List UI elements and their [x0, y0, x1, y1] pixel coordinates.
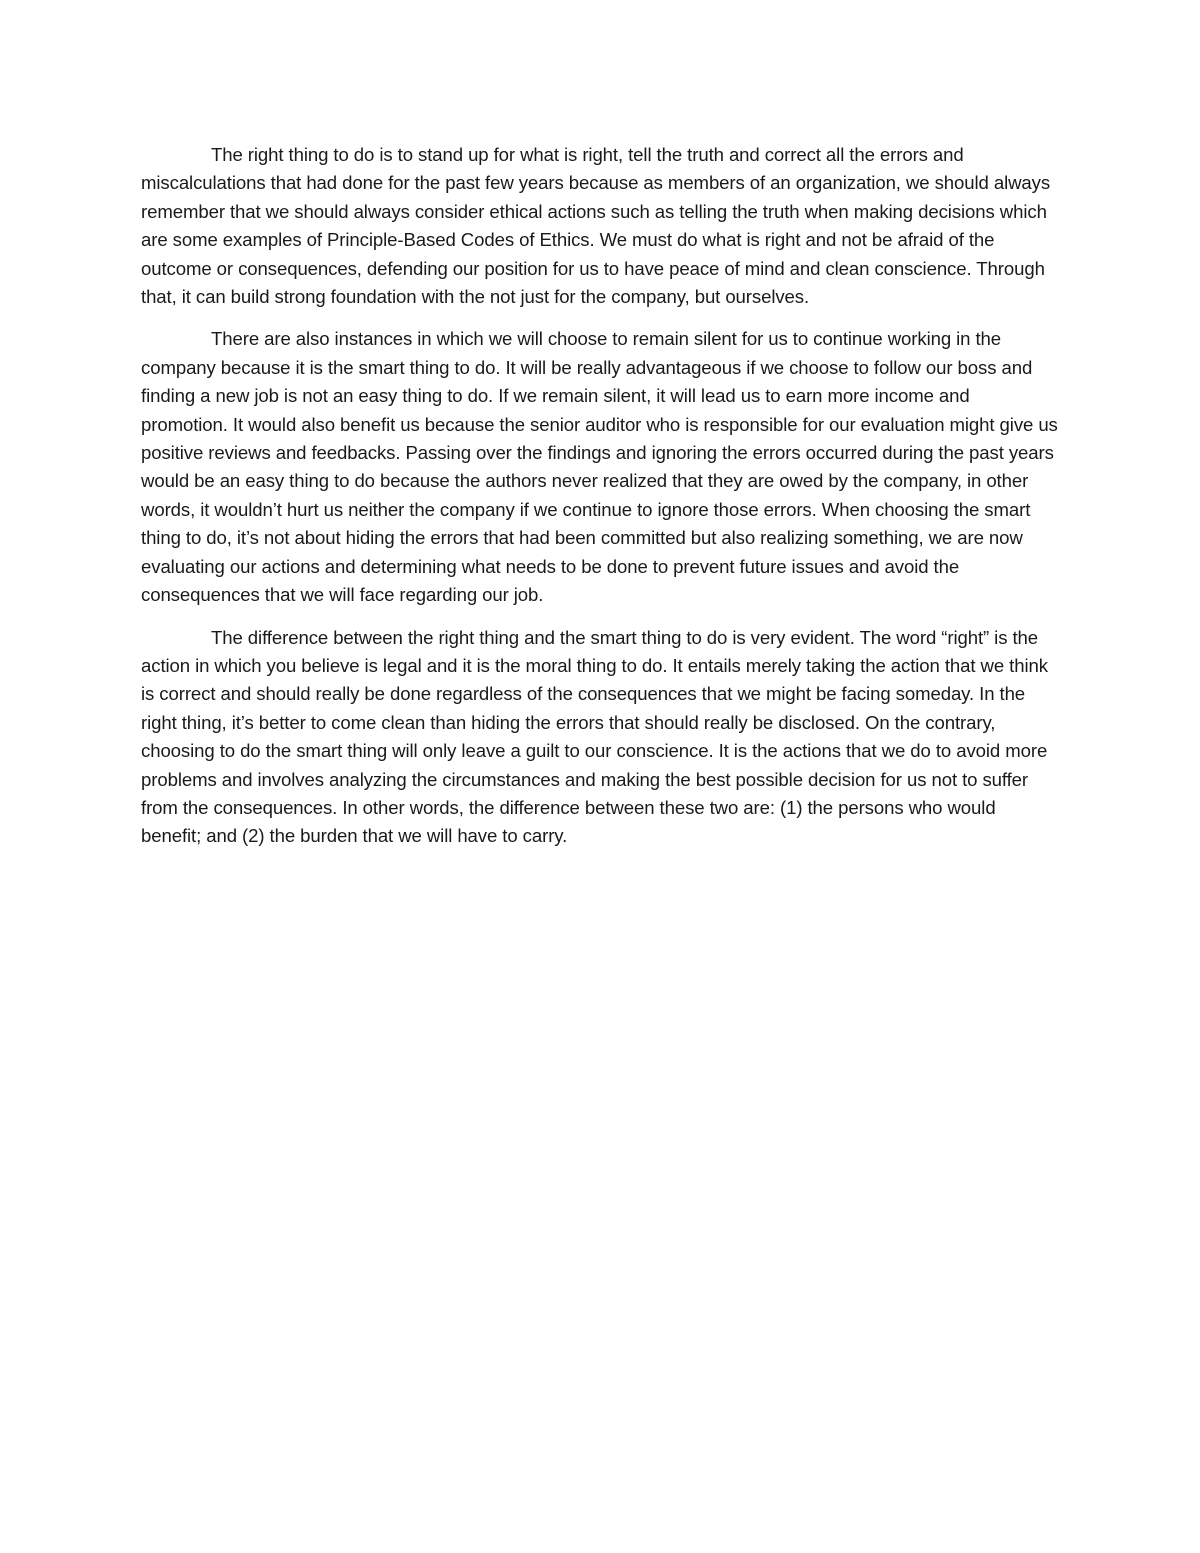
paragraph-difference: The difference between the right thing and the smart thing to do is very evident. The word “right” is the action in which you believe is legal and it is the moral thing to do. It entails merely taking the action that we think is correct and should really be done regardless of the consequences that we might be facing someday. In the right thing, it’s better to come clean than hiding the errors that should really be disclosed. On the contrary, choosing to do the smart thing will only leave a guilt to our conscience. It is the actions that we do to avoid more problems and involves analyzing the circumstances and making the best possible decision for us not to suffer from the consequences. In other words, the difference between these two are: (1) the persons who would benefit; and (2) the burden that we will have to carry.	[141, 626, 1048, 847]
paragraph-smart-thing: There are also instances in which we will choose to remain silent for us to continue working in the company because it is the smart thing to do. It will be really advantageous if we choose to follow our boss and finding a new job is not an easy thing to do. If we remain silent, it will lead us to earn more income and promotion. It would also benefit us because the senior auditor who is responsible for our evaluation might give us positive reviews and feedbacks. Passing over the findings and ignoring the errors occurred during the past years would be an easy thing to do because the authors never realized that they are owed by the company, in other words, it wouldn’t hurt us neither the company if we continue to ignore those errors. When choosing the smart thing to do, it’s not about hiding the errors that had been committed but also realizing something, we are now evaluating our actions and determining what needs to be done to prevent future issues and avoid the consequences that we will face regarding our job.	[141, 328, 1058, 606]
document-body	[141, 141, 1059, 865]
paragraph-right-thing: The right thing to do is to stand up for what is right, tell the truth and correct all the errors and miscalculations that had done for the past few years because as members of an organization, we should always remember that we should always consider ethical actions such as telling the truth when making decisions which are some examples of Principle-Based Codes of Ethics. We must do what is right and not be afraid of the outcome or consequences, defending our position for us to have peace of mind and clean conscience. Through that, it can build strong foundation with the not just for the company, but ourselves.	[141, 144, 1051, 308]
